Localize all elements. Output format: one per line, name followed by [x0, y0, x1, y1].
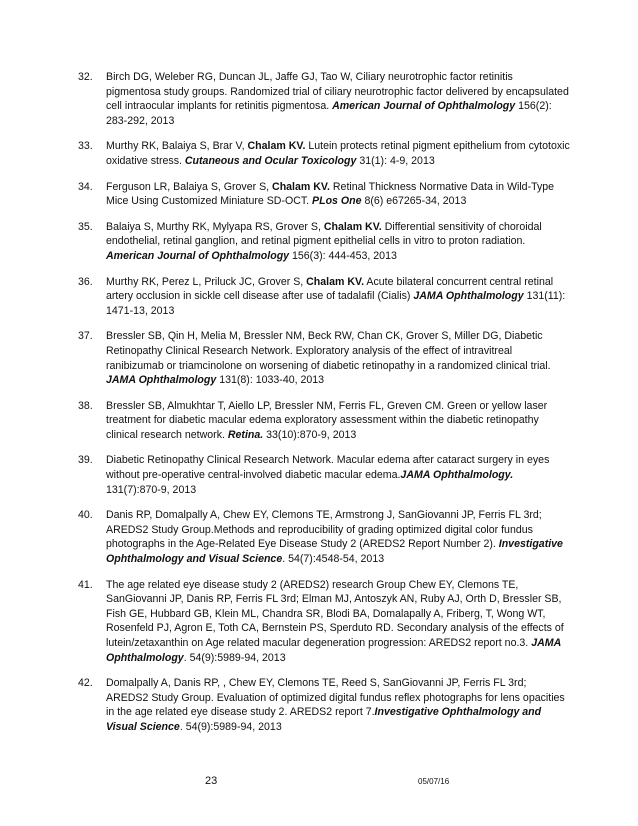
reference-number: 34.	[78, 180, 93, 193]
reference-text	[106, 676, 570, 734]
reference-number: 36.	[78, 275, 93, 288]
reference-citation: 131(8): 1033-40, 2013	[216, 374, 325, 387]
highlighted-author: Chalam KV.	[272, 180, 330, 193]
reference-number: 41.	[78, 578, 93, 591]
journal-name: JAMA Ophthalmology	[106, 374, 217, 387]
reference-list	[78, 70, 570, 746]
reference-citation: 33(10):870-9, 2013	[263, 428, 357, 441]
reference-item	[78, 399, 570, 443]
reference-text	[106, 453, 570, 497]
reference-text	[106, 220, 570, 264]
highlighted-author: Chalam KV.	[247, 140, 306, 153]
reference-citation: 156(3): 444-453, 2013	[289, 249, 397, 262]
reference-text	[106, 508, 570, 566]
reference-item	[78, 180, 570, 209]
reference-text	[106, 578, 570, 666]
reference-text	[106, 329, 570, 387]
reference-citation: 31(1): 4-9, 2013	[356, 154, 435, 167]
reference-item	[78, 220, 570, 264]
highlighted-author: Chalam KV.	[306, 275, 365, 288]
footer-date: 05/07/16	[418, 777, 450, 786]
reference-item	[78, 275, 570, 319]
reference-text	[106, 180, 570, 209]
reference-number: 40.	[78, 509, 93, 522]
reference-item	[78, 139, 570, 168]
journal-name: JAMA Ophthalmology	[413, 290, 524, 303]
reference-citation: 8(6) e67265-34, 2013	[361, 195, 467, 208]
reference-title: Acute bilateral concurrent central retinal artery occlusion in sickle cell disease after use of tadalafil (Cialis)	[106, 275, 554, 303]
reference-citation: 131(11): 1471-13, 2013	[106, 290, 566, 317]
reference-number: 37.	[78, 330, 93, 343]
reference-body: Domalpally A, Danis RP, , Chew EY, Clemons TE, Reed S, SanGiovanni JP, Ferris FL 3rd; AREDS2 Study Group. Evaluation of optimized digital fundus reflex photographs for lens opacities in the age related eye disease study 2. AREDS2 report 7.	[106, 677, 565, 719]
reference-number: 33.	[78, 140, 93, 153]
journal-name: JAMA Ophthalmology	[106, 637, 561, 664]
journal-name: Retina.	[227, 428, 264, 441]
reference-citation: 131(7):870-9, 2013	[106, 483, 197, 496]
reference-item	[78, 453, 570, 497]
reference-citation: . 54(7):4548-54, 2013	[282, 553, 385, 566]
reference-body: Bressler SB, Almukhtar T, Aiello LP, Bressler NM, Ferris FL, Greven CM. Green or yellow laser treatment for diabetic macular edema exploratory assessment within the diabetic retinopathy clinical research network.	[106, 399, 548, 441]
journal-name: Investigative Ophthalmology and Visual Science	[106, 538, 563, 566]
journal-name: American Journal of Ophthalmology	[106, 249, 290, 262]
reference-body: Birch DG, Weleber RG, Duncan JL, Jaffe GJ, Tao W, Ciliary neurotrophic factor retinitis pigmentosa study groups. Randomized trial of ciliary neurotrophic factor delivered by encapsulated cell intraocular implants for retinitis pigmentosa.	[106, 71, 569, 113]
highlighted-author: Chalam KV.	[323, 220, 382, 233]
reference-body: The age related eye disease study 2 (AREDS2) research Group Chew EY, Clemons TE, SanGiovanni JP, Danis RP, Ferris FL 3rd; Elman MJ, Antoszyk AN, Ruby AJ, Orth D, Bressler SB, Fish GE, Hubbard GB, Klein ML, Chandra SR, Blodi BA, Domalapally A, Friberg, T, Wong WT, Rosenfeld PJ, Agron E, Toth CA, Bernstein PS, Sperduto RD. Secondary analysis of the effects of lutein/zetaxanthin on Age related macular degeneration progression: AREDS2 report no.3.	[106, 578, 564, 649]
reference-text	[106, 399, 570, 443]
journal-name: JAMA Ophthalmology.	[400, 469, 514, 482]
reference-title: Lutein protects retinal pigment epithelium from cytotoxic oxidative stress.	[106, 140, 570, 167]
journal-name: PLos One	[312, 195, 362, 208]
reference-body: Balaiya S, Murthy RK, Mylyapa RS, Grover S,	[106, 220, 324, 233]
reference-body: Ferguson LR, Balaiya S, Grover S,	[106, 180, 273, 193]
reference-item	[78, 508, 570, 566]
journal-name: Cutaneous and Ocular Toxicology	[184, 154, 357, 167]
reference-number: 42.	[78, 677, 93, 690]
reference-item	[78, 70, 570, 128]
reference-number: 35.	[78, 220, 93, 233]
reference-text	[106, 139, 570, 168]
reference-body: Murthy RK, Perez L, Priluck JC, Grover S,	[106, 275, 307, 288]
reference-citation: . 54(9):5989-94, 2013	[183, 651, 286, 664]
reference-body: Danis RP, Domalpally A, Chew EY, Clemons TE, Armstrong J, SanGiovanni JP, Ferris FL 3rd; AREDS2 Study Group.Methods and reproducibility of grading optimized digital color fundus photographs in the Age-Related Eye Disease Study 2 (AREDS2 Report Number 2).	[106, 509, 542, 551]
reference-text	[106, 275, 570, 319]
reference-item	[78, 676, 570, 734]
reference-text	[106, 70, 570, 128]
reference-number: 32.	[78, 71, 93, 83]
reference-number: 38.	[78, 399, 93, 412]
reference-body: Bressler SB, Qin H, Melia M, Bressler NM, Beck RW, Chan CK, Grover S, Miller DG, Diabetic Retinopathy Clinical Research Network. Exploratory analysis of the effect of intravitreal ranibizumab or triamcinolone on worsening of diabetic retinopathy in a randomized clinical trial.	[106, 330, 551, 372]
reference-citation: . 54(9):5989-94, 2013	[179, 720, 282, 733]
reference-number: 39.	[78, 454, 93, 467]
page-number: 23	[205, 775, 218, 787]
reference-title: Retinal Thickness Normative Data in Wild-Type Mice Using Customized Miniature SD-OCT.	[106, 180, 555, 208]
journal-name: Investigative Ophthalmology and Visual Science	[106, 706, 542, 733]
reference-title: Differential sensitivity of choroidal endothelial, retinal ganglion, and retinal pigment epithelial cells in vitro to proton radiation.	[106, 220, 542, 248]
reference-body: Diabetic Retinopathy Clinical Research Network. Macular edema after cataract surgery in eyes without pre-operative central-involved diabetic macular edema.	[106, 454, 550, 482]
reference-item	[78, 329, 570, 387]
journal-name: American Journal of Ophthalmology	[332, 100, 516, 113]
reference-body: Murthy RK, Balaiya S, Brar V,	[106, 140, 248, 153]
reference-citation: 156(2): 283-292, 2013	[106, 100, 552, 127]
reference-item	[78, 578, 570, 666]
